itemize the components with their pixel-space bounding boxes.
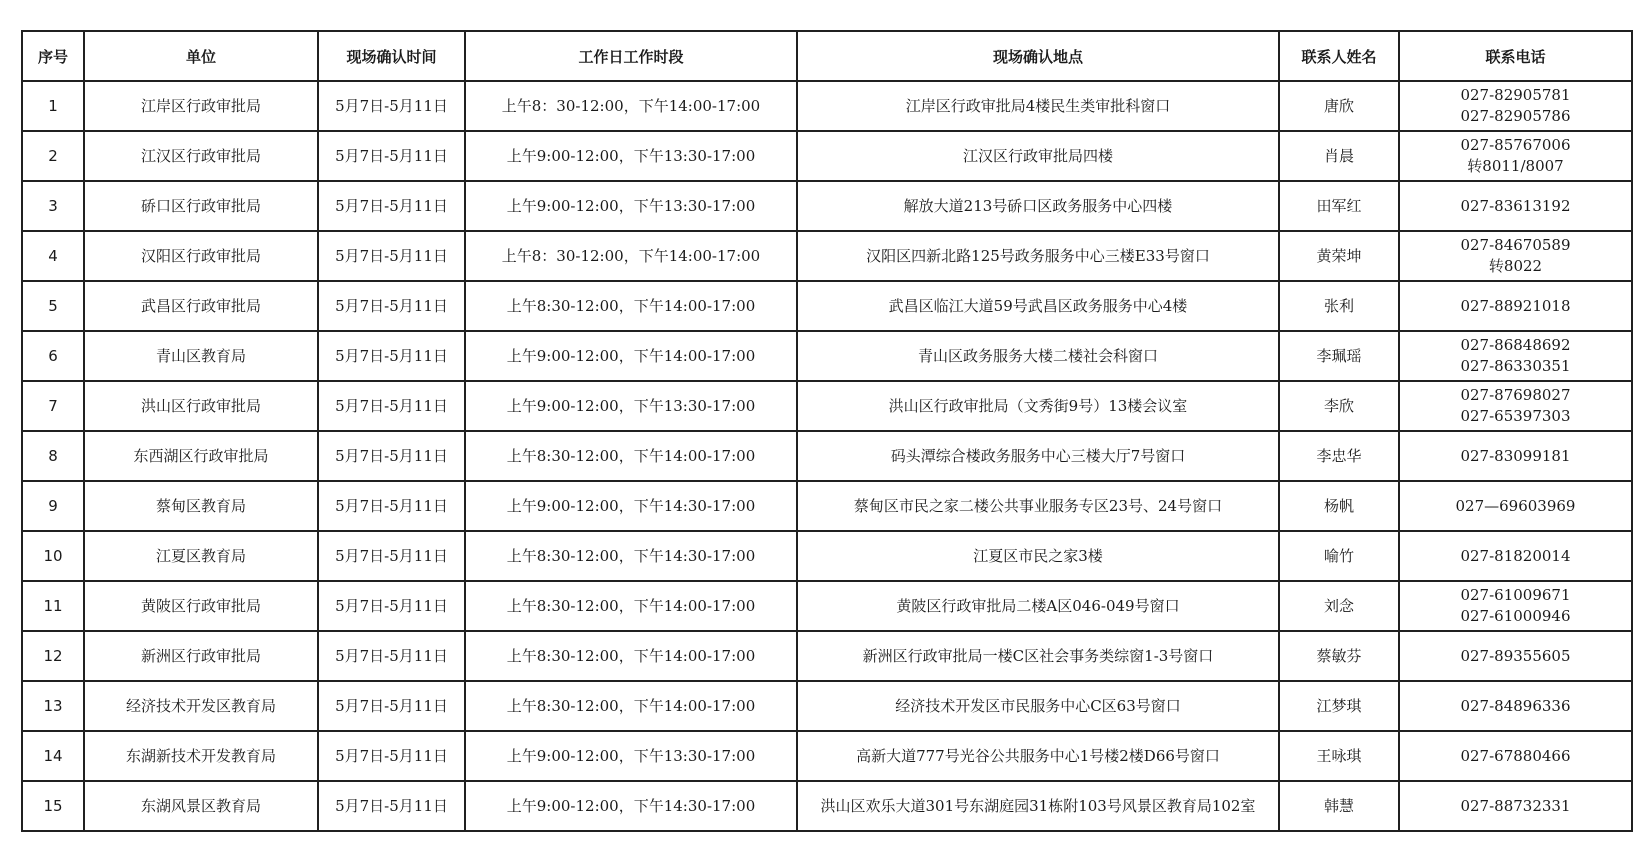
row-index-cell: 10 [22, 531, 84, 581]
row-index-cell: 5 [22, 281, 84, 331]
table-row [22, 731, 1632, 781]
row-phone-cell [1399, 281, 1632, 331]
phone-number: 027-83099181 [1460, 446, 1571, 465]
row-location-cell: 青山区政务服务大楼二楼社会科窗口 [797, 331, 1279, 381]
row-confirm-date-cell: 5月7日-5月11日 [318, 681, 465, 731]
row-index-cell: 4 [22, 231, 84, 281]
row-working-hours-cell: 上午8:30-12:00，下午14:00-17:00 [465, 681, 797, 731]
header-unit: 单位 [84, 31, 318, 81]
row-working-hours-cell: 上午8:30-12:00，下午14:00-17:00 [465, 631, 797, 681]
phone-number: 027-61009671 [1460, 586, 1571, 604]
row-contact-name-cell: 李欣 [1279, 381, 1399, 431]
row-index-cell: 12 [22, 631, 84, 681]
row-unit-cell: 青山区教育局 [84, 331, 318, 381]
phone-number: 027-85767006 [1460, 136, 1571, 154]
row-location-cell: 经济技术开发区市民服务中心C区63号窗口 [797, 681, 1279, 731]
phone-number: 转8022 [1488, 257, 1543, 275]
phone-number: 转8011/8007 [1467, 157, 1564, 175]
row-location-cell: 码头潭综合楼政务服务中心三楼大厅7号窗口 [797, 431, 1279, 481]
row-unit-cell: 东西湖区行政审批局 [84, 431, 318, 481]
phone-number: 027-87698027 [1460, 386, 1571, 404]
table-row [22, 231, 1632, 281]
phone-number: 027-89355605 [1460, 646, 1571, 665]
row-confirm-date-cell: 5月7日-5月11日 [318, 331, 465, 381]
row-location-cell: 新洲区行政审批局一楼C区社会事务类综窗1-3号窗口 [797, 631, 1279, 681]
row-phone-cell [1399, 631, 1632, 681]
row-contact-name-cell: 张利 [1279, 281, 1399, 331]
row-working-hours-cell: 上午9:00-12:00，下午14:30-17:00 [465, 481, 797, 531]
row-phone-cell [1399, 231, 1632, 281]
row-contact-name-cell: 李珮瑶 [1279, 331, 1399, 381]
row-contact-name-cell: 蔡敏芬 [1279, 631, 1399, 681]
row-unit-cell: 江岸区行政审批局 [84, 81, 318, 131]
row-confirm-date-cell: 5月7日-5月11日 [318, 781, 465, 831]
phone-number: 027-65397303 [1460, 407, 1571, 425]
row-working-hours-cell: 上午8:30-12:00，下午14:30-17:00 [465, 531, 797, 581]
row-unit-cell: 东湖新技术开发教育局 [84, 731, 318, 781]
row-location-cell: 解放大道213号硚口区政务服务中心四楼 [797, 181, 1279, 231]
header-contact-name: 联系人姓名 [1279, 31, 1399, 81]
row-index-cell: 2 [22, 131, 84, 181]
table-row [22, 531, 1632, 581]
row-phone-cell [1399, 331, 1632, 381]
row-index-cell: 9 [22, 481, 84, 531]
table-row [22, 331, 1632, 381]
row-phone-cell [1399, 531, 1632, 581]
row-phone-cell [1399, 681, 1632, 731]
row-working-hours-cell: 上午8：30-12:00，下午14:00-17:00 [465, 81, 797, 131]
row-phone-cell [1399, 381, 1632, 431]
row-location-cell: 江汉区行政审批局四楼 [797, 131, 1279, 181]
phone-number: 027-61000946 [1460, 607, 1571, 625]
row-index-cell: 14 [22, 731, 84, 781]
row-unit-cell: 东湖风景区教育局 [84, 781, 318, 831]
row-unit-cell: 洪山区行政审批局 [84, 381, 318, 431]
header-working-hours: 工作日工作时段 [465, 31, 797, 81]
row-working-hours-cell: 上午8:30-12:00，下午14:00-17:00 [465, 431, 797, 481]
table-row [22, 131, 1632, 181]
row-phone-cell [1399, 481, 1632, 531]
row-phone-cell [1399, 181, 1632, 231]
phone-number: 027—69603969 [1455, 496, 1576, 515]
row-location-cell: 高新大道777号光谷公共服务中心1号楼2楼D66号窗口 [797, 731, 1279, 781]
phone-number: 027-86330351 [1460, 357, 1571, 375]
row-working-hours-cell: 上午8：30-12:00，下午14:00-17:00 [465, 231, 797, 281]
row-contact-name-cell: 肖晨 [1279, 131, 1399, 181]
row-confirm-date-cell: 5月7日-5月11日 [318, 281, 465, 331]
row-contact-name-cell: 喻竹 [1279, 531, 1399, 581]
confirmation-site-table [21, 30, 1633, 832]
row-working-hours-cell: 上午9:00-12:00，下午13:30-17:00 [465, 731, 797, 781]
row-contact-name-cell: 王咏琪 [1279, 731, 1399, 781]
row-index-cell: 1 [22, 81, 84, 131]
row-location-cell: 黄陂区行政审批局二楼A区046-049号窗口 [797, 581, 1279, 631]
row-phone-cell [1399, 431, 1632, 481]
row-contact-name-cell: 杨帆 [1279, 481, 1399, 531]
table-row [22, 181, 1632, 231]
phone-number: 027-67880466 [1460, 746, 1571, 765]
phone-number: 027-84896336 [1460, 696, 1571, 715]
row-location-cell: 洪山区欢乐大道301号东湖庭园31栋附103号风景区教育局102室 [797, 781, 1279, 831]
row-location-cell: 洪山区行政审批局（文秀街9号）13楼会议室 [797, 381, 1279, 431]
row-location-cell: 江夏区市民之家3楼 [797, 531, 1279, 581]
header-location: 现场确认地点 [797, 31, 1279, 81]
row-contact-name-cell: 江梦琪 [1279, 681, 1399, 731]
row-unit-cell: 黄陂区行政审批局 [84, 581, 318, 631]
row-index-cell: 13 [22, 681, 84, 731]
row-location-cell: 江岸区行政审批局4楼民生类审批科窗口 [797, 81, 1279, 131]
row-index-cell: 7 [22, 381, 84, 431]
row-confirm-date-cell: 5月7日-5月11日 [318, 431, 465, 481]
row-confirm-date-cell: 5月7日-5月11日 [318, 531, 465, 581]
phone-number: 027-82905786 [1460, 107, 1571, 125]
table-row [22, 81, 1632, 131]
row-index-cell: 11 [22, 581, 84, 631]
table-row [22, 631, 1632, 681]
row-index-cell: 15 [22, 781, 84, 831]
row-index-cell: 6 [22, 331, 84, 381]
row-confirm-date-cell: 5月7日-5月11日 [318, 131, 465, 181]
row-index-cell: 3 [22, 181, 84, 231]
phone-number: 027-82905781 [1460, 86, 1571, 104]
row-working-hours-cell: 上午8:30-12:00，下午14:00-17:00 [465, 281, 797, 331]
row-contact-name-cell: 刘念 [1279, 581, 1399, 631]
row-confirm-date-cell: 5月7日-5月11日 [318, 481, 465, 531]
row-unit-cell: 江汉区行政审批局 [84, 131, 318, 181]
table-row [22, 581, 1632, 631]
phone-number: 027-88921018 [1460, 296, 1571, 315]
table-row [22, 681, 1632, 731]
row-working-hours-cell: 上午8:30-12:00，下午14:00-17:00 [465, 581, 797, 631]
row-working-hours-cell: 上午9:00-12:00，下午14:30-17:00 [465, 781, 797, 831]
row-unit-cell: 经济技术开发区教育局 [84, 681, 318, 731]
row-confirm-date-cell: 5月7日-5月11日 [318, 731, 465, 781]
row-working-hours-cell: 上午9:00-12:00，下午13:30-17:00 [465, 381, 797, 431]
row-unit-cell: 汉阳区行政审批局 [84, 231, 318, 281]
row-phone-cell [1399, 781, 1632, 831]
row-contact-name-cell: 田军红 [1279, 181, 1399, 231]
header-confirm-date: 现场确认时间 [318, 31, 465, 81]
row-unit-cell: 武昌区行政审批局 [84, 281, 318, 331]
row-index-cell: 8 [22, 431, 84, 481]
row-contact-name-cell: 韩慧 [1279, 781, 1399, 831]
row-phone-cell [1399, 131, 1632, 181]
row-contact-name-cell: 李忠华 [1279, 431, 1399, 481]
row-working-hours-cell: 上午9:00-12:00，下午14:00-17:00 [465, 331, 797, 381]
row-unit-cell: 蔡甸区教育局 [84, 481, 318, 531]
table-row [22, 781, 1632, 831]
contact-table-container [21, 30, 1631, 832]
row-confirm-date-cell: 5月7日-5月11日 [318, 231, 465, 281]
table-row [22, 431, 1632, 481]
row-confirm-date-cell: 5月7日-5月11日 [318, 631, 465, 681]
header-index: 序号 [22, 31, 84, 81]
table-header-row [22, 31, 1632, 81]
row-location-cell: 武昌区临江大道59号武昌区政务服务中心4楼 [797, 281, 1279, 331]
row-phone-cell [1399, 581, 1632, 631]
row-confirm-date-cell: 5月7日-5月11日 [318, 181, 465, 231]
phone-number: 027-83613192 [1460, 196, 1571, 215]
row-working-hours-cell: 上午9:00-12:00，下午13:30-17:00 [465, 131, 797, 181]
row-location-cell: 蔡甸区市民之家二楼公共事业服务专区23号、24号窗口 [797, 481, 1279, 531]
table-row [22, 481, 1632, 531]
table-row [22, 281, 1632, 331]
row-unit-cell: 硚口区行政审批局 [84, 181, 318, 231]
row-confirm-date-cell: 5月7日-5月11日 [318, 81, 465, 131]
row-phone-cell [1399, 731, 1632, 781]
row-location-cell: 汉阳区四新北路125号政务服务中心三楼E33号窗口 [797, 231, 1279, 281]
phone-number: 027-88732331 [1460, 796, 1571, 815]
phone-number: 027-84670589 [1460, 236, 1571, 254]
row-working-hours-cell: 上午9:00-12:00，下午13:30-17:00 [465, 181, 797, 231]
phone-number: 027-86848692 [1460, 336, 1571, 354]
row-contact-name-cell: 唐欣 [1279, 81, 1399, 131]
table-body [22, 81, 1632, 831]
row-confirm-date-cell: 5月7日-5月11日 [318, 381, 465, 431]
row-unit-cell: 新洲区行政审批局 [84, 631, 318, 681]
row-confirm-date-cell: 5月7日-5月11日 [318, 581, 465, 631]
row-unit-cell: 江夏区教育局 [84, 531, 318, 581]
row-contact-name-cell: 黄荣坤 [1279, 231, 1399, 281]
phone-number: 027-81820014 [1460, 546, 1571, 565]
table-row [22, 381, 1632, 431]
header-phone: 联系电话 [1399, 31, 1632, 81]
row-phone-cell [1399, 81, 1632, 131]
